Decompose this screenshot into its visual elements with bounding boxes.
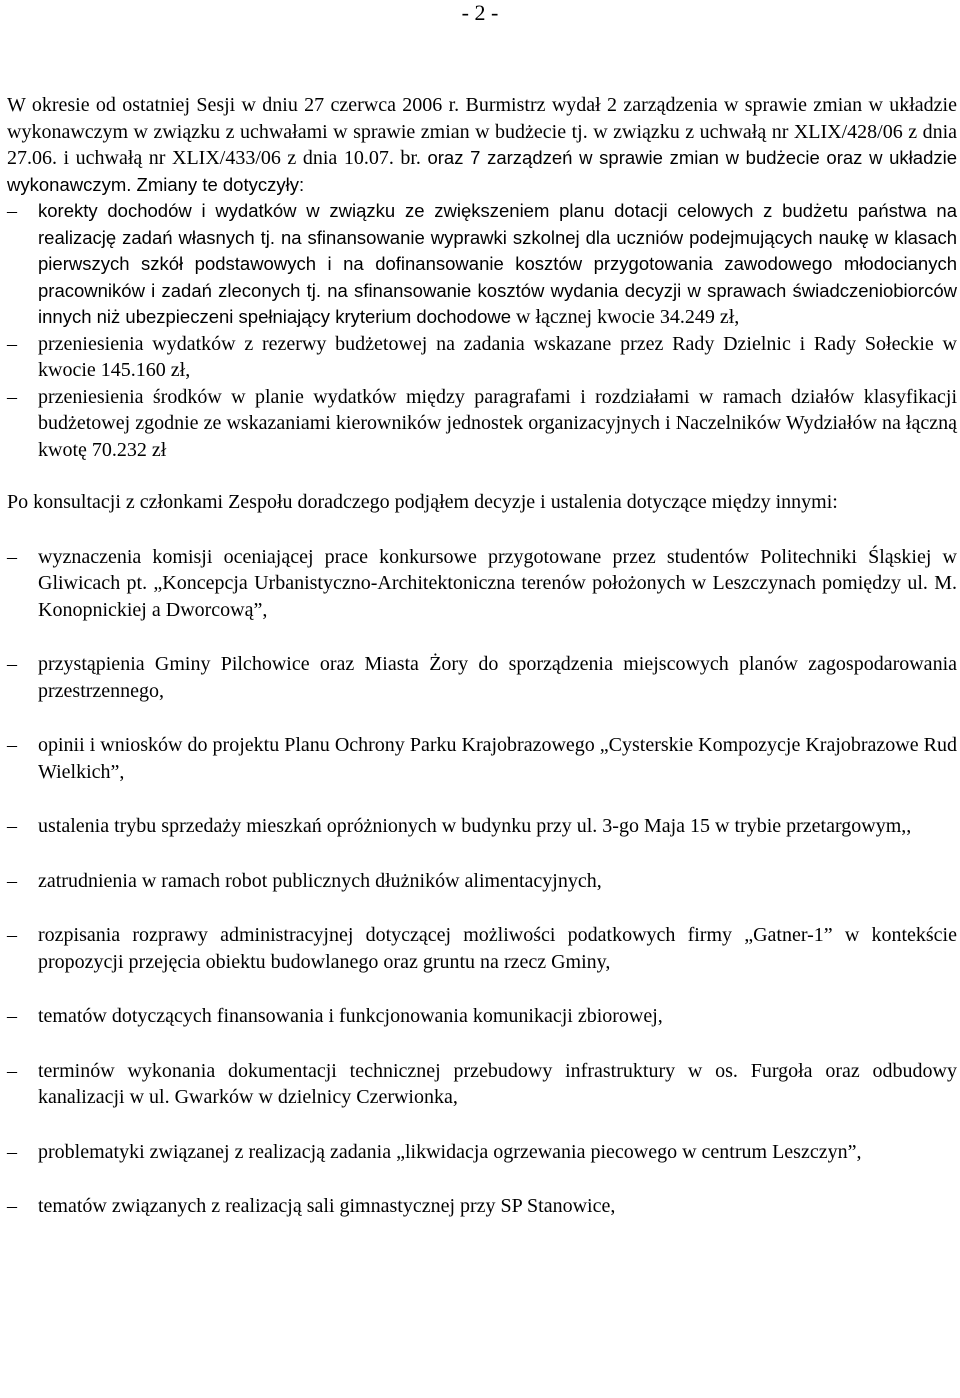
consultation-paragraph: Po konsultacji z członkami Zespołu doradczego podjąłem decyzje i ustalenia dotyczące między innymi: [7,491,838,513]
list-item [7,544,957,624]
list-item [7,922,957,975]
list-item-text: tematów dotyczących finansowania i funkcjonowania komunikacji zbiorowej, [38,1005,663,1027]
intro-text-serif: W okresie od ostatniej Sesji w dniu 27 czerwca 2006 r. Burmistrz wydał 2 zarządzenia w sprawie zmian w układzie wykonawczym w związku z uchwałami w sprawie zmian w budżecie tj. w związku z uchwałą nr XLIX/428/06 z dnia 27.06. i uchwałą nr XLIX/433/06 z dnia 10.07. br. [7,94,957,169]
list-item [7,813,957,840]
list-item [7,732,957,785]
list-item [7,1058,957,1111]
intro-text-sans: oraz 7 zarządzeń w sprawie zmian w budżecie oraz w układzie wykonawczym. Zmiany te dotyczyły: [7,147,958,195]
list-item [7,1139,957,1166]
list-item-text-sans: korekty dochodów i wydatków w związku ze zwiększeniem planu dotacji celowych z budżetu państwa na realizację zadań własnych tj. na sfinansowanie wyprawki szkolnej dla uczniów podejmujących naukę w klasach pierwszych szkół podstawowych i na dofinansowanie kosztów przygotowania zawodowego młodocianych pracowników i zadań zleconych tj. na sfinansowanie kosztów wydania decyzji w sprawach świadczeniobiorców innych niż ubezpieczeni spełniający kryterium dochodowe [38,200,957,327]
list-item-text: opinii i wniosków do projektu Planu Ochrony Parku Krajobrazowego „Cysterskie Kompozycje Krajobrazowe Rud Wielkich”, [38,734,957,783]
list-item-text: zatrudnienia w ramach robot publicznych dłużników alimentacyjnych, [38,869,602,892]
list-item-text: terminów wykonania dokumentacji technicznej przebudowy infrastruktury w os. Furgoła oraz odbudowy kanalizacji w ul. Gwarków w dzielnicy Czerwionka, [38,1059,957,1108]
list-item [7,1003,957,1030]
intro-paragraph [7,92,957,198]
list-item-text: ustalenia trybu sprzedaży mieszkań opróżnionych w budynku przy ul. 3-go Maja 15 w trybie przetargowym,, [38,815,912,837]
document-body [7,92,957,1220]
list-item [7,1193,957,1220]
list-item-text: przeniesienia wydatków z rezerwy budżetowej na zadania wskazane przez Rady Dzielnic i Rady Sołeckie w kwocie 145.160 zł, [38,332,957,381]
list-item [7,651,957,704]
page-number: - 2 - [461,0,499,25]
list-item [7,384,957,464]
list-item-text: problematyki związanej z realizacją zadania „likwidacja ogrzewania piecowego w centrum Leszczyn”, [38,1140,862,1163]
list-item-text: przeniesienia środków w planie wydatków między paragrafami i rozdziałami w ramach działów klasyfikacji budżetowej zgodnie ze wskazaniami kierowników jednostek organizacyjnych i Naczelników Wydziałów na łączną kwotę 70.232 zł [38,385,957,461]
list-item-text: rozpisania rozprawy administracyjnej dotyczącej możliwości podatkowych firmy „Gatner-1” w kontekście propozycji przejęcia obiektu budowlanego oraz gruntu na rzecz Gminy, [38,924,957,973]
list-item [7,868,957,895]
list-item-text: tematów związanych z realizacją sali gimnastycznej przy SP Stanowice, [38,1195,616,1217]
list-item [7,331,957,384]
list-item-text-serif: w łącznej kwocie 34.249 zł, [511,306,740,328]
list-item-text: przystąpienia Gminy Pilchowice oraz Miasta Żory do sporządzenia miejscowych planów zagospodarowania przestrzennego, [38,653,957,702]
list-item-text: wyznaczenia komisji oceniającej prace konkursowe przygotowane przez studentów Politechniki Śląskiej w Gliwicach pt. „Koncepcja Urbanistyczno-Architektoniczna terenów położonych w Leszczynach pomiędzy ul. M. Konopnickiej a Dworcową”, [38,545,957,621]
changes-list [7,198,957,463]
list-item [7,198,957,331]
decisions-list [7,544,957,1220]
